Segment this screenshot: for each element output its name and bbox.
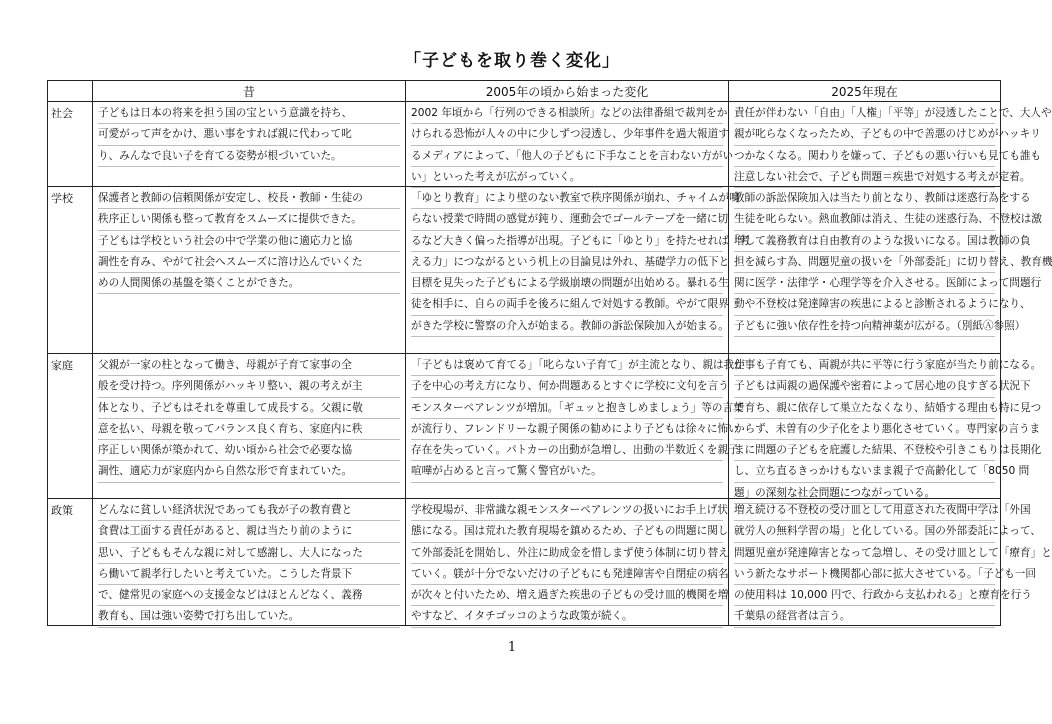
text-line: り、みんなで良い子を育てる姿勢が根づいていた。 xyxy=(98,146,400,167)
text-line: めの人間関係の基盤を築くことができた。 xyxy=(98,273,400,294)
table-body xyxy=(48,102,1052,626)
header-old: 昔 xyxy=(93,81,406,102)
text-line: 可愛がって声をかけ、悪い事をすれば親に代わって叱 xyxy=(98,124,400,145)
text-line: どんなに貧しい経済状況であっても我が子の教育費と xyxy=(98,500,400,521)
text-line: 千葉県の経営者は言う。 xyxy=(734,606,995,627)
text-line: て外部委託を開始し、外注に助成金を惜しまず使う体制に切り替え xyxy=(411,543,723,564)
cell-old xyxy=(93,354,406,499)
text-line: える力」につながるという机上の目論見は外れ、基礎学力の低下と xyxy=(411,252,723,273)
text-line: るメディアによって、「他人の子どもに下手なことを言わない方がい xyxy=(411,146,723,167)
row-label: 学校 xyxy=(48,187,93,354)
text-line: 徒を相手に、自らの両手を後ろに組んで対処する教師。やがて限界 xyxy=(411,294,723,315)
cell-change2005 xyxy=(406,499,729,626)
text-line: 般を受け持つ。序列関係がハッキリ整い、親の考えが主 xyxy=(98,376,400,397)
text-line: 目標を見失った子どもによる学級崩壊の問題が出始める。暴れる生 xyxy=(411,273,723,294)
text-line: し、立ち直るきっかけもないまま親子で高齢化して「8050 問 xyxy=(734,461,995,482)
text-line: モンスターペアレンツが増加。「ギュッと抱きしめましょう」等の言葉 xyxy=(411,398,723,419)
text-line: らない授業で時間の感覚が鈍り、運動会でゴールテープを一緒に切 xyxy=(411,209,723,230)
cell-text-change2005 xyxy=(406,187,750,353)
text-line: い」といった考えが広がっていく。 xyxy=(411,167,723,188)
text-line: 2002 年頃から「行列のできる相談所」などの法律番組で裁判をか xyxy=(411,103,723,124)
row-label: 家庭 xyxy=(48,354,93,499)
text-line: からず、未曽有の少子化をより悪化させていく。専門家の言うま xyxy=(734,419,995,440)
cell-text-now2025 xyxy=(729,102,1052,186)
text-line: がきた学校に警察の介入が始まる。教師の訴訟保険加入が始まる。 xyxy=(411,316,723,337)
text-line: 食費は工面する責任があると、親は当たり前のように xyxy=(98,521,400,542)
header-2005-change: 2005年の頃から始まった変化 xyxy=(406,81,729,102)
cell-text-old xyxy=(93,499,405,625)
cell-text-old xyxy=(93,102,405,186)
text-line: 子どもに強い依存性を持つ向精神薬が広がる。（別紙Ⓐ参照） xyxy=(734,316,995,337)
text-line: 仕事も子育ても、両親が共に平等に行う家庭が当たり前になる。 xyxy=(734,355,995,376)
cell-now2025 xyxy=(729,187,1052,354)
text-line: 教師の訴訟保険加入は当たり前となり、教師は迷惑行為をする xyxy=(734,188,995,209)
cell-text-old xyxy=(93,187,405,353)
text-line: 序正しい関係が築かれて、幼い頃から社会で必要な協 xyxy=(98,440,400,461)
text-line: 子どもは日本の将来を担う国の宝という意識を持ち、 xyxy=(98,103,400,124)
cell-text-now2025 xyxy=(729,187,1052,353)
cell-change2005 xyxy=(406,354,745,499)
text-line: 喧嘩が占めると言って驚く警官がいた。 xyxy=(411,461,723,482)
table-row xyxy=(48,187,1001,354)
cell-now2025 xyxy=(729,499,1052,626)
text-line: ていく。躾が十分でないだけの子どもにも発達障害や自閉症の病名 xyxy=(411,564,723,585)
text-line: が流行り、フレンドリーな親子関係の勧めにより子どもは徐々に怖い xyxy=(411,419,723,440)
text-line: 「子どもは褒めて育てる」「叱らない子育て」が主流となり、親は我が xyxy=(411,355,723,376)
text-line: 「ゆとり教育」により壁のない教室で秩序関係が崩れ、チャイムが鳴 xyxy=(411,188,723,209)
table-row xyxy=(48,102,1001,187)
cell-now2025 xyxy=(729,102,1052,187)
text-line: 存在を失っていく。パトカーの出動が急増し、出動の半数近くを親子 xyxy=(411,440,723,461)
text-line: 担を減らす為、問題児童の扱いを「外部委託」に切り替え、教育機 xyxy=(734,252,995,273)
text-line: つかなくなる。関わりを嫌って、子どもの悪い行いも見ても誰も xyxy=(734,146,995,167)
header-blank xyxy=(48,81,93,102)
cell-text-old xyxy=(93,354,405,498)
page-number: 1 xyxy=(507,640,517,655)
text-line: けられる恐怖が人々の中に少しずつ浸透し、少年事件を過大報道す xyxy=(411,124,723,145)
text-line: 題」の深刻な社会問題につながっている。 xyxy=(734,483,995,504)
header-row xyxy=(48,81,1001,102)
text-line: 意を払い、母親を敬ってバランス良く育ち、家庭内に秩 xyxy=(98,419,400,440)
text-line: が次々と付いたため、増え過ぎた疾患の子どもの受け皿的機関を増 xyxy=(411,585,723,606)
text-line: 保護者と教師の信頼関係が安定し、校長・教師・生徒の xyxy=(98,188,400,209)
page-title: 「子どもを取り巻く変化」 xyxy=(404,51,620,71)
text-line: 関に医学・法律学・心理学等を介入させる。医師によって問題行 xyxy=(734,273,995,294)
cell-change2005 xyxy=(406,102,734,187)
row-label: 社会 xyxy=(48,102,93,187)
cell-old xyxy=(93,102,406,187)
comparison-table xyxy=(47,80,1052,626)
cell-old xyxy=(93,499,406,626)
table-row xyxy=(48,354,1001,499)
text-line: 就労人の無料学習の場」と化している。国の外部委託によって、 xyxy=(734,521,995,542)
text-line: 子どもは両親の過保護や密着によって居心地の良すぎる状況下 xyxy=(734,376,995,397)
text-line: 生徒を叱らない。熱血教師は消え、生徒の迷惑行為、不登校は激 xyxy=(734,209,995,230)
text-line: 態になる。国は荒れた教育現場を鎮めるため、子どもの問題に関し xyxy=(411,521,723,542)
cell-old xyxy=(93,187,406,354)
text-line: 問題児童が発達障害となって急増し、その受け皿として「療育」と xyxy=(734,543,995,564)
cell-text-change2005 xyxy=(406,499,728,625)
text-line: 増して義務教育は自由教育のような扱いになる。国は教師の負 xyxy=(734,231,995,252)
text-line: 父親が一家の柱となって働き、母親が子育て家事の全 xyxy=(98,355,400,376)
cell-text-change2005 xyxy=(406,354,745,498)
cell-now2025 xyxy=(729,354,1042,499)
text-line: 注意しない社会で、子ども問題＝疾患で対処する考えが定着。 xyxy=(734,167,995,188)
text-line: 秩序正しい関係も整って教育をスムーズに提供できた。 xyxy=(98,209,400,230)
text-line: の使用料は 10,000 円で、行政から支払われる」と療育を行う xyxy=(734,585,995,606)
text-line: 体となり、子どもはそれを尊重して成長する。父親に敬 xyxy=(98,398,400,419)
text-line: やすなど、イタチゴッコのような政策が続く。 xyxy=(411,606,723,627)
text-line: まに問題の子どもを庇護した結果、不登校や引きこもりは長期化 xyxy=(734,440,995,461)
table-row xyxy=(48,499,1001,626)
text-line: 増え続ける不登校の受け皿として用意された夜間中学は「外国 xyxy=(734,500,995,521)
text-line: 調性を育み、やがて社会へスムーズに溶け込んでいくた xyxy=(98,252,400,273)
header-2025-now: 2025年現在 xyxy=(729,81,1001,102)
text-line: 教育も、国は強い姿勢で打ち出していた。 xyxy=(98,606,400,627)
text-line: るなど大きく偏った指導が出現。子どもに「ゆとり」を持たせれば「考 xyxy=(411,231,723,252)
text-line: 子を中心の考え方になり、何か問題あるとすぐに学校に文句を言う xyxy=(411,376,723,397)
text-line: 動や不登校は発達障害の疾患によると診断されるようになり、 xyxy=(734,294,995,315)
cell-text-change2005 xyxy=(406,102,734,186)
text-line: 子どもは学校という社会の中で学業の他に適応力と協 xyxy=(98,231,400,252)
text-line: いう新たなサポート機関都心部に拡大させている。「子ども一回 xyxy=(734,564,995,585)
cell-text-now2025 xyxy=(729,354,1042,499)
cell-change2005 xyxy=(406,187,750,354)
text-line: 思い、子どももそんな親に対して感謝し、大人になった xyxy=(98,543,400,564)
text-line: 責任が伴わない「自由」「人権」「平等」が浸透したことで、大人や xyxy=(734,103,995,124)
text-line: 調性、適応力が家庭内から自然な形で育まれていた。 xyxy=(98,461,400,482)
text-line: 学校現場が、非常識な親モンスターペアレンツの扱いにお手上げ状 xyxy=(411,500,723,521)
text-line: 親が叱らなくなったため、子どもの中で善悪のけじめがハッキリ xyxy=(734,124,995,145)
text-line: ら働いて親孝行したいと考えていた。こうした背景下 xyxy=(98,564,400,585)
text-line: で、健常児の家庭への支援金などはほとんどなく、義務 xyxy=(98,585,400,606)
row-label: 政策 xyxy=(48,499,93,626)
cell-text-now2025 xyxy=(729,499,1052,625)
text-line: で育ち、親に依存して巣立たなくなり、結婚する理由も特に見つ xyxy=(734,398,995,419)
